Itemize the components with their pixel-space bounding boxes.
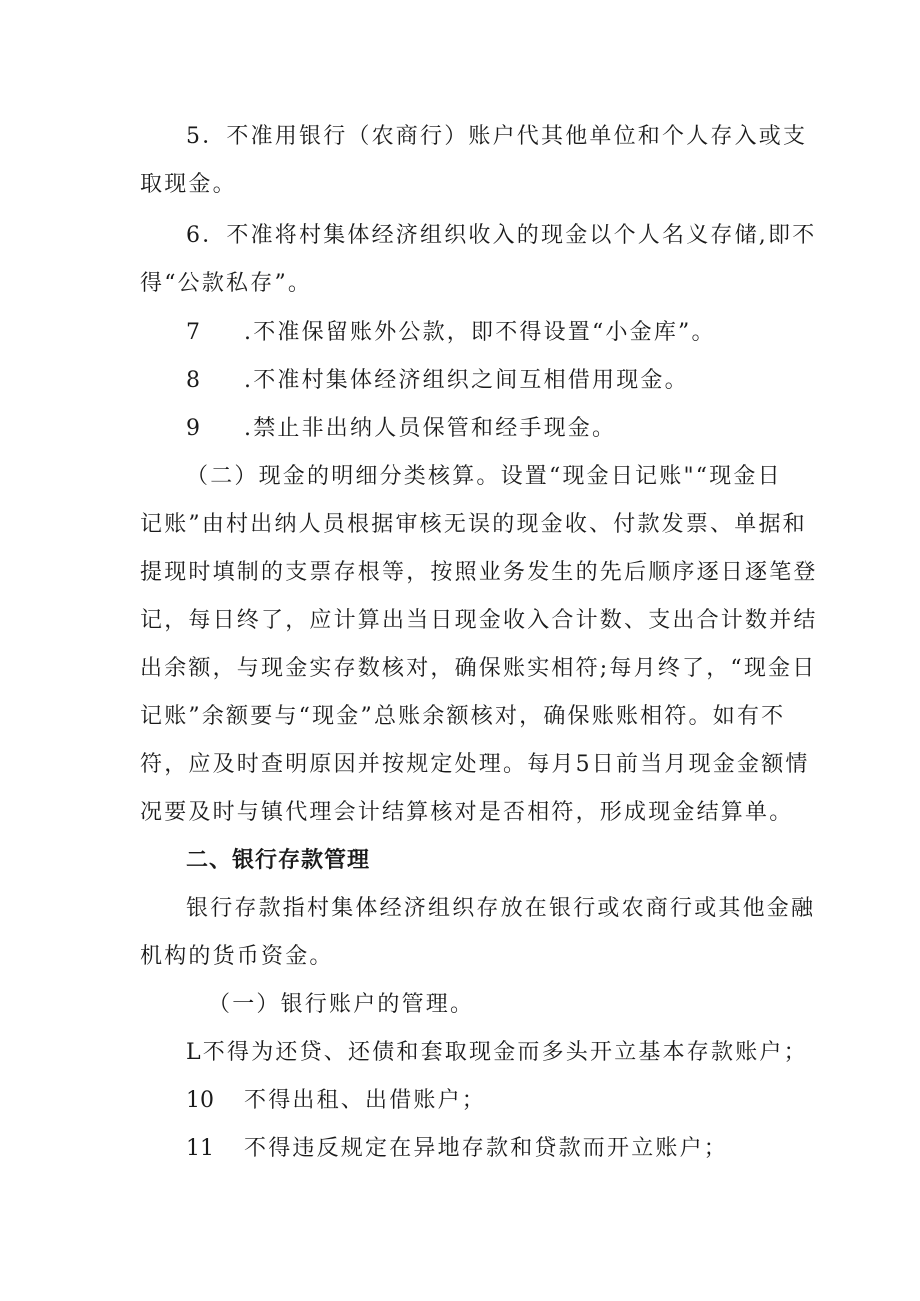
section-heading-bank-deposit: 二、银行存款管理	[186, 848, 371, 873]
bank-deposit-para-line1: 银行存款指村集体经济组织存放在银行或农商行或其他金融	[186, 896, 816, 921]
paragraph-6-line2: 得“公款私存”。	[140, 271, 313, 296]
paragraph-9-text: .禁止非出纳人员保管和经手现金。	[244, 416, 617, 441]
subsection-bank-account: （一）银行账户的管理。	[208, 992, 475, 1017]
paragraph-7	[186, 317, 846, 349]
paragraph-5-line2: 取现金。	[140, 172, 237, 197]
account-rule-11	[186, 1133, 846, 1165]
item-number-11: 11	[186, 1136, 214, 1161]
account-rule-11-text: 不得违反规定在异地存款和贷款而开立账户；	[244, 1136, 729, 1161]
section-2-para-line6: 记账”余额要与“现金”总账余额核对，确保账账相符。如有不	[140, 704, 786, 729]
paragraph-8-text: .不准村集体经济组织之间互相借用现金。	[244, 368, 689, 393]
item-number-7: 7	[186, 320, 200, 345]
account-rule-1: L不得为还贷、还债和套取现金而多头开立基本存款账户；	[186, 1040, 808, 1065]
item-number-8: 8	[186, 368, 200, 393]
paragraph-9	[186, 413, 846, 445]
section-2-para-line5: 出余额，与现金实存数核对，确保账实相符;每月终了，“现金日	[140, 656, 817, 681]
paragraph-5-line1: 5．不准用银行（农商行）账户代其他单位和个人存入或支	[186, 124, 808, 149]
item-number-10: 10	[186, 1088, 214, 1113]
section-2-para-line1: （二）现金的明细分类核算。设置“现金日记账"“现金日	[186, 464, 782, 489]
item-number-9: 9	[186, 416, 200, 441]
section-2-para-line7: 符，应及时查明原因并按规定处理。每月5日前当月现金金额情	[140, 752, 810, 777]
paragraph-8	[186, 365, 846, 397]
bank-deposit-para-line2: 机构的货币资金。	[140, 944, 334, 969]
account-rule-10-text: 不得出租、出借账户；	[244, 1088, 487, 1113]
section-2-para-line3: 提现时填制的支票存根等，按照业务发生的先后顺序逐日逐笔登	[140, 560, 818, 585]
section-2-para-line4: 记，每日终了，应计算出当日现金收入合计数、支出合计数并结	[140, 608, 818, 633]
section-2-para-line2: 记账”由村出纳人员根据审核无误的现金收、付款发票、单据和	[140, 512, 807, 537]
account-rule-10	[186, 1085, 846, 1117]
paragraph-6-line1: 6．不准将村集体经济组织收入的现金以个人名义存储,即不	[186, 223, 817, 248]
section-2-para-line8: 况要及时与镇代理会计结算核对是否相符，形成现金结算单。	[140, 800, 794, 825]
paragraph-7-text: .不准保留账外公款，即不得设置“小金库”。	[244, 320, 716, 345]
